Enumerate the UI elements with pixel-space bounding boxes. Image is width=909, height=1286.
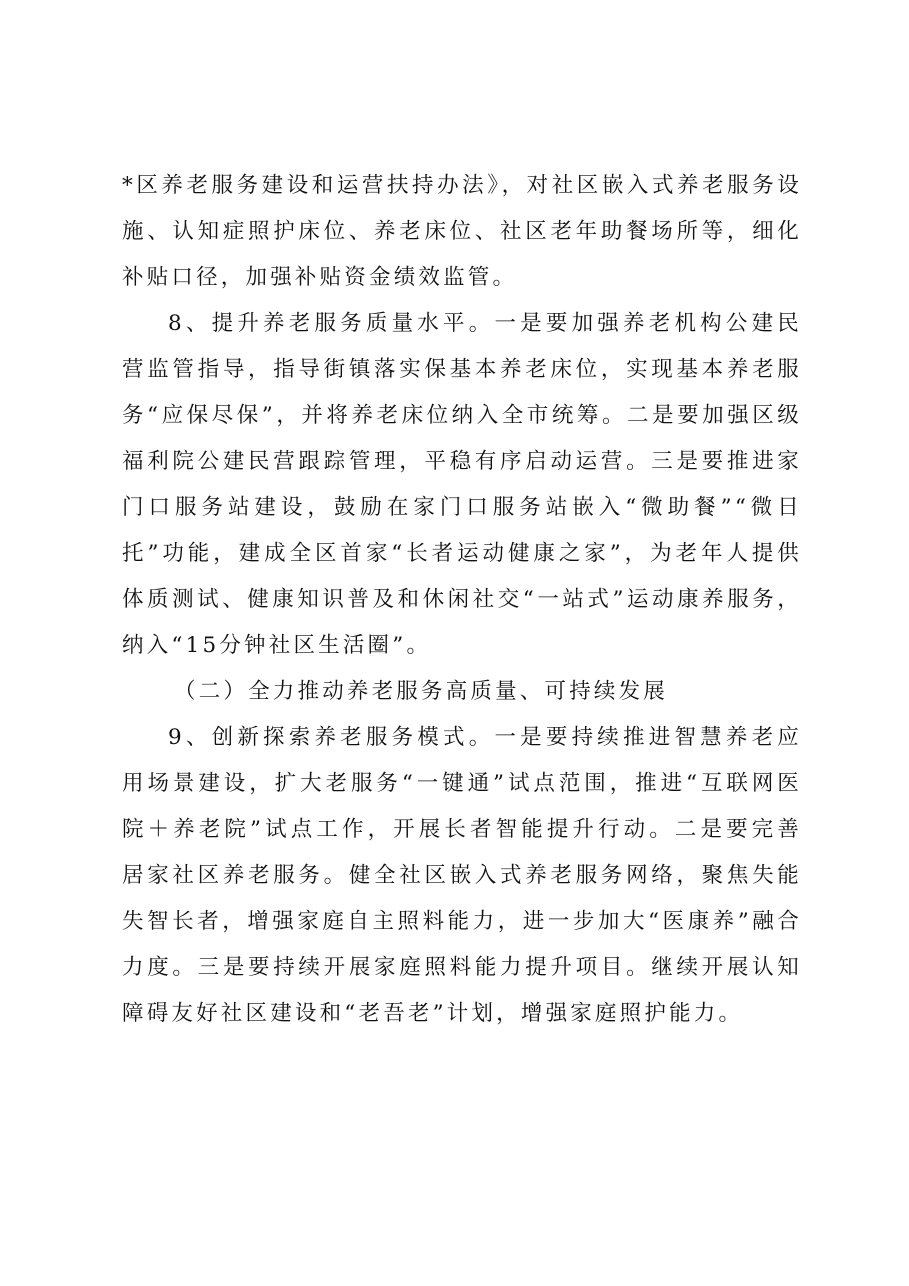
paragraph-subsidy-measures: *区养老服务建设和运营扶持办法》，对社区嵌入式养老服务设施、认知症照护床位、养老床位、社区老年助餐场所等，细化补贴口径，加强补贴资金绩效监管。 bbox=[122, 173, 802, 290]
document-body bbox=[122, 163, 802, 1037]
section-heading-2: （二）全力推动养老服务高质量、可持续发展 bbox=[174, 679, 669, 704]
paragraph-item-8-service-quality: 8、提升养老服务质量水平。一是要加强养老机构公建民营监管指导，指导街镇落实保基本养老床位，实现基本养老服务“应保尽保”，并将养老床位纳入全市统筹。二是要加强区级福利院公建民营跟踪管理，平稳有序启动运营。三是要推进家门口服务站建设，鼓励在家门口服务站嵌入“微助餐”“微日托”功能，建成全区首家“长者运动健康之家”，为老年人提供体质测试、健康知识普及和休闲社交“一站式”运动康养服务，纳入“15分钟社区生活圈”。 bbox=[122, 311, 802, 658]
paragraph-item-9-service-model: 9、创新探索养老服务模式。一是要持续推进智慧养老应用场景建设，扩大老服务“一键通”试点范围，推进“互联网医院＋养老院”试点工作，开展长者智能提升行动。二是要完善居家社区养老服务。健全社区嵌入式养老服务网络，聚焦失能失智长者，增强家庭自主照料能力，进一步加大“医康养”融合力度。三是要持续开展家庭照料能力提升项目。继续开展认知障碍友好社区建设和“老吾老”计划，增强家庭照护能力。 bbox=[122, 725, 802, 1026]
